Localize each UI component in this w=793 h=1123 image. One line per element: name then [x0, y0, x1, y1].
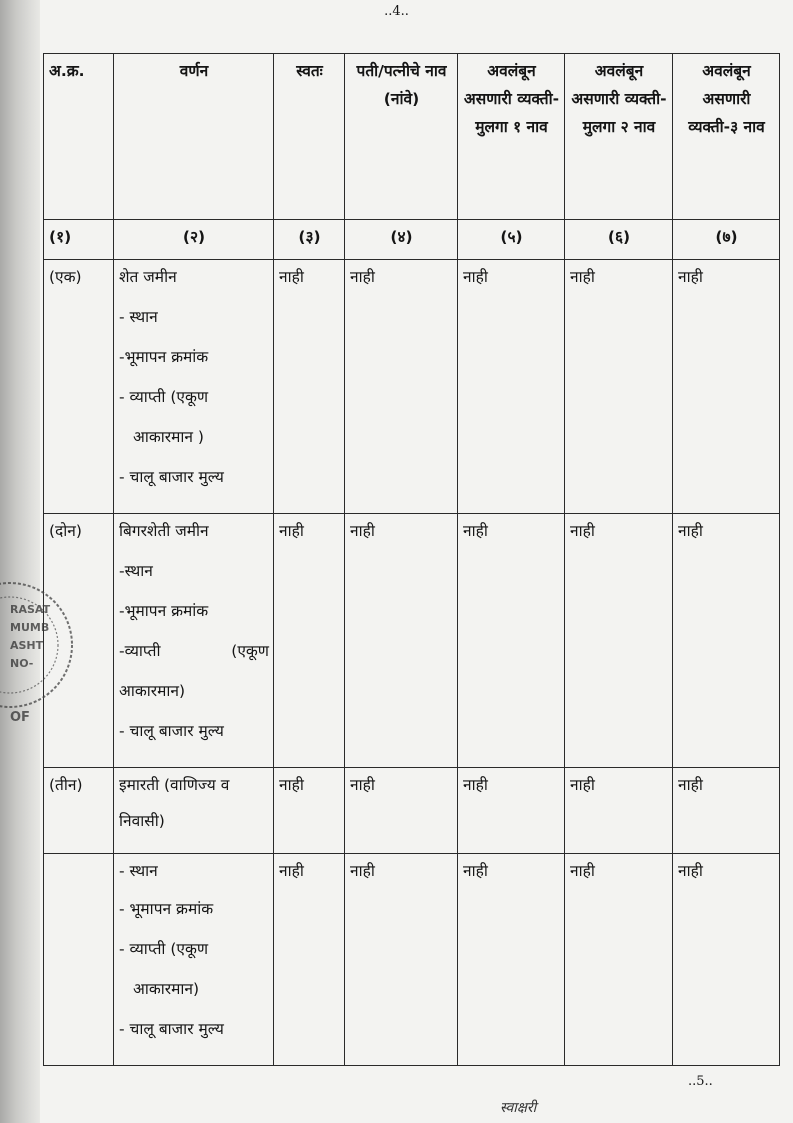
row-description [114, 768, 274, 854]
value-dependent-2: नाही [565, 514, 673, 768]
row-title: बिगरशेती जमीन [119, 522, 209, 540]
row-description [114, 854, 274, 1066]
value-spouse: नाही [345, 514, 458, 768]
header-description: वर्णन [114, 54, 274, 220]
row-item: - भूमापन क्रमांक [119, 900, 214, 918]
column-number-row [44, 220, 780, 260]
value-self: नाही [274, 854, 345, 1066]
row-item: - चालू बाजार मुल्य [119, 468, 224, 486]
value-dependent-1: नाही [458, 514, 565, 768]
row-item: - व्याप्ती (एकूण [119, 388, 209, 406]
value-spouse: नाही [345, 260, 458, 514]
seal-line: ASHT [10, 639, 44, 652]
row-item: -स्थान [119, 562, 153, 580]
header-self: स्वतः [274, 54, 345, 220]
row-item: आकारमान ) [133, 428, 204, 446]
table-row [44, 260, 780, 514]
col-number: (२) [114, 220, 274, 260]
row-sr: (एक) [44, 260, 114, 514]
col-number: (३) [274, 220, 345, 260]
handwritten-signature: स्वाक्षरी [500, 1100, 537, 1116]
row-item-split [119, 631, 269, 671]
row-item: - स्थान [119, 862, 158, 880]
header-dependent-1: अवलंबून असणारी व्यक्ती- मुलगा १ नाव [458, 54, 565, 220]
row-item: - स्थान [119, 308, 158, 326]
row-item: - चालू बाजार मुल्य [119, 722, 224, 740]
row-item: -व्याप्ती [119, 642, 161, 660]
header-row [44, 54, 780, 220]
row-item: (एकूण [231, 642, 269, 660]
value-dependent-2: नाही [565, 768, 673, 854]
row-sr: (तीन) [44, 768, 114, 854]
value-dependent-3: नाही [673, 768, 780, 854]
col-number: (७) [673, 220, 780, 260]
header-dependent-2: अवलंबून असणारी व्यक्ती- मुलगा २ नाव [565, 54, 673, 220]
seal-line: OF [10, 710, 30, 725]
row-item: आकारमान) [133, 980, 200, 998]
row-description [114, 514, 274, 768]
value-dependent-1: नाही [458, 260, 565, 514]
value-dependent-2: नाही [565, 260, 673, 514]
row-description [114, 260, 274, 514]
value-spouse: नाही [345, 854, 458, 1066]
row-sr: (दोन) [44, 514, 114, 768]
row-title: शेत जमीन [119, 268, 177, 286]
value-spouse: नाही [345, 768, 458, 854]
value-dependent-1: नाही [458, 854, 565, 1066]
value-dependent-2: नाही [565, 854, 673, 1066]
value-dependent-3: नाही [673, 260, 780, 514]
official-seal-stamp [0, 545, 80, 745]
row-item: - चालू बाजार मुल्य [119, 1020, 224, 1038]
value-self: नाही [274, 514, 345, 768]
value-dependent-3: नाही [673, 854, 780, 1066]
row-title: इमारती (वाणिज्य व [119, 776, 230, 794]
row-sr [44, 854, 114, 1066]
row-item: आकारमान) [119, 682, 186, 700]
row-item: - व्याप्ती (एकूण [119, 940, 209, 958]
table-row [44, 514, 780, 768]
col-number: (१) [44, 220, 114, 260]
header-sr: अ.क्र. [44, 54, 114, 220]
header-spouse: पती/पत्नीचे नाव (नांवे) [345, 54, 458, 220]
asset-declaration-table [43, 53, 780, 1066]
value-dependent-1: नाही [458, 768, 565, 854]
row-title: निवासी) [119, 812, 165, 830]
value-self: नाही [274, 768, 345, 854]
table-row [44, 768, 780, 854]
col-number: (६) [565, 220, 673, 260]
row-item: -भूमापन क्रमांक [119, 602, 209, 620]
value-dependent-3: नाही [673, 514, 780, 768]
header-dependent-3: अवलंबून असणारी व्यक्ती-३ नाव [673, 54, 780, 220]
row-item: -भूमापन क्रमांक [119, 348, 209, 366]
page-number-top: ..4.. [384, 4, 409, 19]
seal-line: RASAT [10, 603, 51, 616]
seal-line: MUMB [10, 621, 50, 634]
table-row [44, 854, 780, 1066]
seal-line: NO- [10, 657, 34, 670]
col-number: (४) [345, 220, 458, 260]
page-number-bottom: ..5.. [688, 1074, 713, 1089]
value-self: नाही [274, 260, 345, 514]
col-number: (५) [458, 220, 565, 260]
